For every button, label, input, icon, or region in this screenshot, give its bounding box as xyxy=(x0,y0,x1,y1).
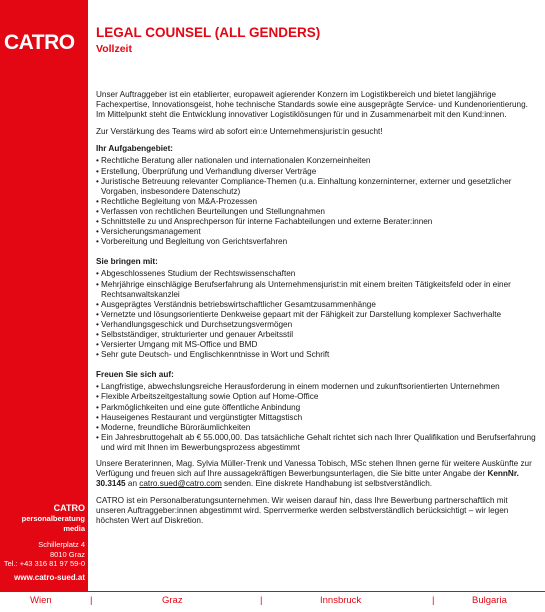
list-item: • Schnittstelle zu und Ansprechperson für interne Fachabteilungen und externe Berater:innen xyxy=(96,217,536,227)
list-item: • Juristische Betreuung relevanter Compliance-Themen (u.a. Einhaltung konzerninterner, externer und gesetzlicher Vorgaben, insbesondere Datenschutz) xyxy=(96,177,536,197)
location-bulgaria: Bulgaria xyxy=(472,595,507,606)
job-title: LEGAL COUNSEL (ALL GENDERS) xyxy=(96,25,321,40)
list-item: • Abgeschlossenes Studium der Rechtswissenschaften xyxy=(96,269,536,279)
job-description xyxy=(96,90,536,534)
requirements-list xyxy=(96,269,536,360)
list-item: • Versierter Umgang mit MS-Office und BMD xyxy=(96,340,536,350)
brand-sidebar xyxy=(0,0,88,591)
list-item: • Versicherungsmanagement xyxy=(96,227,536,237)
tasks-heading: Ihr Aufgabengebiet: xyxy=(96,144,174,154)
location-graz: Graz xyxy=(162,595,183,606)
locations-footer xyxy=(0,591,545,612)
location-wien: Wien xyxy=(30,595,52,606)
list-item: • Vorbereitung und Begleitung von Gerichtsverfahren xyxy=(96,237,536,247)
footer-separator: | xyxy=(90,595,93,606)
contact-firm-line1: personalberatung xyxy=(21,514,85,523)
contact-block xyxy=(1,503,85,583)
benefits-list xyxy=(96,382,536,453)
application-text-middle: an xyxy=(125,479,140,489)
list-item: • Ausgeprägtes Verständnis betriebswirtschaftlicher Gesamtzusammenhänge xyxy=(96,300,536,310)
intro-paragraph: Unser Auftraggeber ist ein etablierter, europaweit agierender Konzern im Logistikbereich und bietet langjährige Fachexpertise, Innovationsgeist, hohe technische Standards sowie eine ausgeprägte Service- und Kundenorientierung. Im Mittelpunkt steht die Entwicklung innovativer Logistiklösungen für und in Zusammenarbeit mit den Kund:innen. xyxy=(96,90,528,120)
reinforcement-line: Zur Verstärkung des Teams wird ab sofort ein:e Unternehmensjurist:in gesucht! xyxy=(96,127,383,137)
application-text-before: Unsere Beraterinnen, Mag. Sylvia Müller-Trenk und Vanessa Tobisch, MSc stehen Ihnen gerne für weitere Auskünfte zur Verfügung und freuen sich auf Ihre aussagekräftigen Bewerbungsunterlagen, die Sie bitte unter Angabe der xyxy=(96,459,532,479)
list-item: • Parkmöglichkeiten und eine gute öffentliche Anbindung xyxy=(96,403,536,413)
contact-phone: Tel.: +43 316 81 97 59-0 xyxy=(3,559,85,569)
list-item: • Flexible Arbeitszeitgestaltung sowie Option auf Home-Office xyxy=(96,392,536,402)
contact-street: Schillerplatz 4 xyxy=(38,540,85,550)
location-innsbruck: Innsbruck xyxy=(320,595,362,606)
list-item: • Hauseigenes Restaurant und vergünstigter Mittagstisch xyxy=(96,413,536,423)
footer-separator: | xyxy=(260,595,263,606)
disclaimer-paragraph: CATRO ist ein Personalberatungsunternehmen. Wir weisen darauf hin, dass Ihre Bewerbung partnerschaftlich mit unseren Auftraggeber:innen abgestimmt wird. Sperrvermerke werden selbstverständlich berücksichtigt – wir legen höchsten Wert auf Diskretion. xyxy=(96,496,509,526)
catro-logo: CATRO xyxy=(4,31,75,54)
list-item: • Verhandlungsgeschick und Durchsetzungsvermögen xyxy=(96,320,536,330)
contact-firm-line2: media xyxy=(63,523,85,533)
list-item: • Moderne, freundliche Büroräumlichkeiten xyxy=(96,423,536,433)
contact-website-link[interactable]: www.catro-sued.at xyxy=(14,572,85,582)
requirements-heading: Sie bringen mit: xyxy=(96,257,158,267)
job-type: Vollzeit xyxy=(96,43,132,55)
contact-city: 8010 Graz xyxy=(49,549,85,559)
benefits-heading: Freuen Sie sich auf: xyxy=(96,370,174,380)
job-header xyxy=(96,25,320,56)
list-item: • Langfristige, abwechslungsreiche Herausforderung in einem modernen und zukunftsorientierten Unternehmen xyxy=(96,382,536,392)
footer-separator: | xyxy=(432,595,435,606)
reference-number: KennNr. 30.3145 xyxy=(96,469,519,489)
list-item: • Verfassen von rechtlichen Beurteilungen und Stellungnahmen xyxy=(96,207,536,217)
list-item: • Sehr gute Deutsch- und Englischkenntnisse in Wort und Schrift xyxy=(96,350,536,360)
contact-company-name: CATRO xyxy=(53,503,85,513)
application-text-after: senden. Eine diskrete Handhabung ist selbstverständlich. xyxy=(221,479,433,489)
list-item: • Ein Jahresbruttogehalt ab € 55.000,00. Das tatsächliche Gehalt richtet sich nach Ihrer Qualifikation und Berufserfahrung und wird mit Ihnen im Bewerbungsprozess abgestimmt xyxy=(96,433,536,453)
list-item: • Rechtliche Beratung aller nationalen und internationalen Konzerneinheiten xyxy=(96,156,536,166)
list-item: • Rechtliche Begleitung von M&A-Prozessen xyxy=(96,197,536,207)
list-item: • Vernetzte und lösungsorientierte Denkweise gepaart mit der Fähigkeit zur Darstellung komplexer Sachverhalte xyxy=(96,310,536,320)
tasks-list xyxy=(96,156,536,247)
application-paragraph xyxy=(96,459,536,489)
application-email-link[interactable]: catro.sued@catro.com xyxy=(139,479,222,489)
list-item: • Erstellung, Überprüfung und Verhandlung diverser Verträge xyxy=(96,167,536,177)
list-item: • Mehrjährige einschlägige Berufserfahrung als Unternehmensjurist:in mit einem breiten Tätigkeitsfeld oder in einer Rechtsanwaltskanzlei xyxy=(96,280,536,300)
list-item: • Selbstständiger, strukturierter und genauer Arbeitsstil xyxy=(96,330,536,340)
